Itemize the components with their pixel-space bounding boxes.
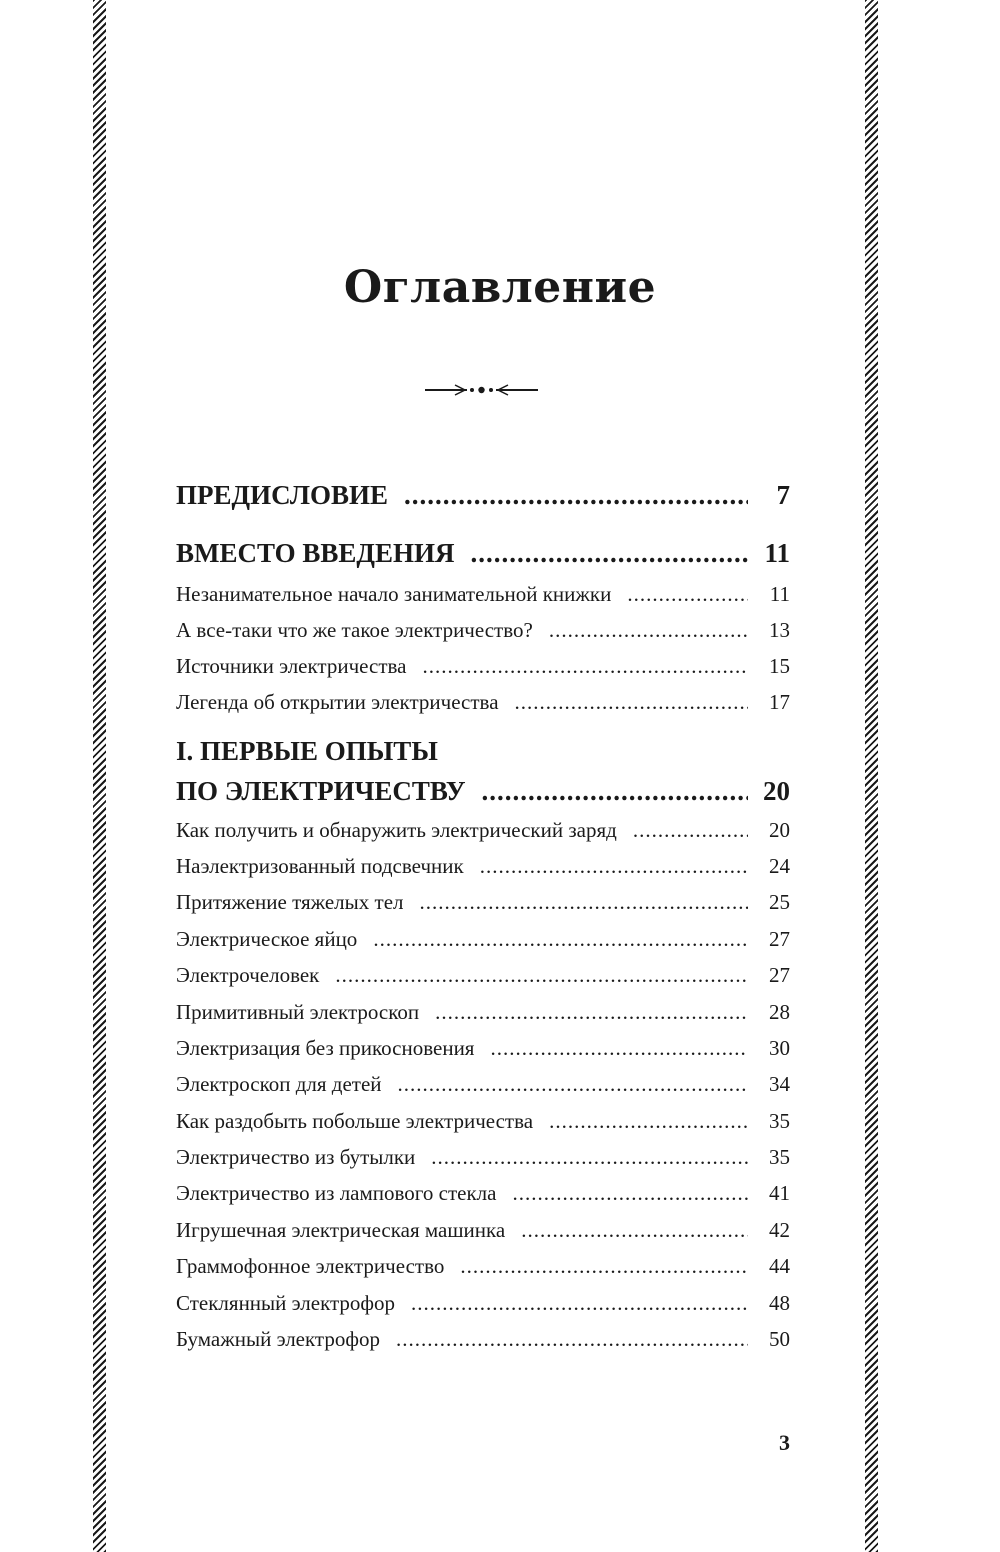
toc-entry[interactable]: Электричество из бутылки ..... 35 [176, 1145, 790, 1170]
toc-entry[interactable]: Электрочеловек ..... 27 [176, 963, 790, 988]
toc-entry[interactable]: Граммофонное электричество ..... 44 [176, 1254, 790, 1279]
page-number: 3 [779, 1430, 790, 1455]
toc-entry[interactable]: Стеклянный электрофор ..... 48 [176, 1291, 790, 1316]
ornament-divider-icon [425, 381, 538, 399]
toc-entry[interactable]: Электроскоп для детей ..... 34 [176, 1072, 790, 1097]
toc-entry-chapter1[interactable]: ПО ЭЛЕКТРИЧЕСТВУ ..... 20 [176, 776, 790, 807]
toc-entry[interactable]: Легенда об открытии электричества ..... 17 [176, 690, 790, 715]
toc-entry[interactable]: Наэлектризованный подсвечник ..... 24 [176, 854, 790, 879]
toc-entry[interactable]: Незанимательное начало занимательной книжки ..... 11 [176, 582, 790, 607]
toc-entry[interactable]: Источники электричества ..... 15 [176, 654, 790, 679]
right-decorative-border [865, 0, 878, 1552]
toc-entry[interactable]: Электрическое яйцо ..... 27 [176, 927, 790, 952]
left-decorative-border [93, 0, 106, 1552]
toc-entry[interactable]: Электричество из лампового стекла ..... 41 [176, 1181, 790, 1206]
toc-entry[interactable]: Бумажный электрофор ..... 50 [176, 1327, 790, 1352]
toc-chapter1-title-line1[interactable]: I. ПЕРВЫЕ ОПЫТЫ [176, 736, 438, 766]
toc-entry[interactable]: Как получить и обнаружить электрический заряд ..... 20 [176, 818, 790, 843]
toc-entry[interactable]: Электризация без прикосновения ..... 30 [176, 1036, 790, 1061]
toc-entry[interactable]: Как раздобыть побольше электричества ..... 35 [176, 1109, 790, 1134]
toc-entry[interactable]: Притяжение тяжелых тел ..... 25 [176, 890, 790, 915]
page-title: Оглавление [343, 262, 657, 313]
toc-entry-preface[interactable]: ПРЕДИСЛОВИЕ ..... 7 [176, 480, 790, 511]
toc-entry[interactable]: А все-таки что же такое электричество? ..... 13 [176, 618, 790, 643]
toc-entry-intro[interactable]: ВМЕСТО ВВЕДЕНИЯ ..... 11 [176, 538, 790, 569]
toc-entry[interactable]: Игрушечная электрическая машинка ..... 42 [176, 1218, 790, 1243]
toc-entry[interactable]: Примитивный электроскоп ..... 28 [176, 1000, 790, 1025]
